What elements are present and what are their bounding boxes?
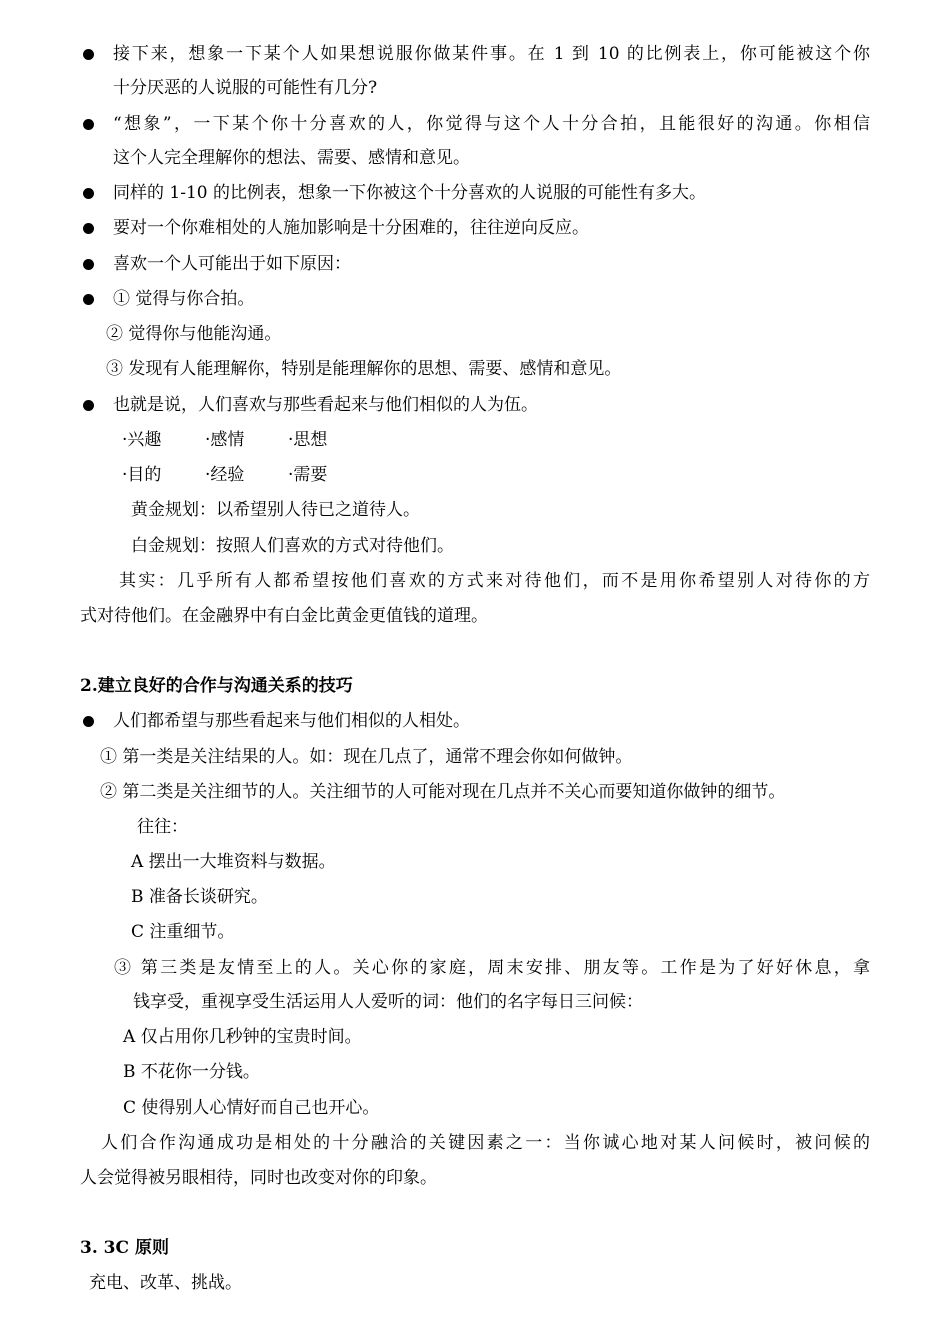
bullet-dot (83, 716, 94, 727)
item-text: C 使得别人心情好而自己也开心。 (123, 1098, 380, 1118)
paragraph-text: 其实：几乎所有人都希望按他们喜欢的方式来对待他们，而不是用你希望别人对待你的方 (119, 571, 870, 591)
bullet-dot (83, 49, 94, 60)
bullet-text: 接下来，想象一下某个人如果想说服你做某件事。在 1 到 10 的比例表上，你可能被这个你 (113, 44, 870, 64)
bullet-text: “想象”，一下某个你十分喜欢的人，你觉得与这个人十分合拍，且能很好的沟通。你相信 (113, 114, 870, 134)
paragraph-text: 人会觉得被另眼相待，同时也改变对你的印象。 (80, 1168, 437, 1188)
type-text: ① 第一类是关注结果的人。如：现在几点了，通常不理会你如何做钟。 (100, 747, 633, 767)
bullet-dot (83, 259, 94, 270)
bullet-dot (83, 400, 94, 411)
type-text: ② 第二类是关注细节的人。关注细节的人可能对现在几点并不关心而要知道你做钟的细节。 (100, 782, 786, 802)
trait-item: ·目的 (122, 465, 162, 485)
reason-text: ② 觉得你与他能沟通。 (106, 324, 282, 344)
bullet-dot (83, 223, 94, 234)
bullet-dot (83, 119, 94, 130)
bullet-text: 人们都希望与那些看起来与他们相似的人相处。 (113, 711, 470, 731)
item-text: B 准备长谈研究。 (131, 887, 268, 907)
item-text: A 仅占用你几秒钟的宝贵时间。 (123, 1027, 362, 1047)
label-text: 往往： (137, 817, 188, 837)
bullet-text: 喜欢一个人可能出于如下原因： (113, 254, 351, 274)
paragraph-text: 人们合作沟通成功是相处的十分融洽的关键因素之一：当你诚心地对某人问候时，被问候的 (101, 1133, 870, 1153)
type-text: 钱享受，重视享受生活运用人人爱听的词：他们的名字每日三问候： (133, 992, 643, 1012)
trait-item: ·经验 (205, 465, 245, 485)
item-text: C 注重细节。 (131, 922, 235, 942)
item-text: B 不花你一分钱。 (123, 1062, 260, 1082)
bullet-text: 要对一个你难相处的人施加影响是十分困难的，往往逆向反应。 (113, 218, 589, 238)
bullet-text: 也就是说，人们喜欢与那些看起来与他们相似的人为伍。 (113, 395, 538, 415)
paragraph-text: 式对待他们。在金融界中有白金比黄金更值钱的道理。 (80, 606, 488, 626)
trait-item: ·兴趣 (122, 430, 162, 450)
trait-item: ·思想 (288, 430, 328, 450)
trait-item: ·感情 (205, 430, 245, 450)
rule-text: 黄金规划：以希望别人待已之道待人。 (131, 500, 420, 520)
paragraph-text: 充电、改革、挑战。 (89, 1273, 242, 1293)
reason-text: ③ 发现有人能理解你，特别是能理解你的思想、需要、感情和意见。 (106, 359, 622, 379)
heading-text: 2.建立良好的合作与沟通关系的技巧 (80, 676, 353, 696)
item-text: A 摆出一大堆资料与数据。 (131, 852, 336, 872)
type-text: ③ 第三类是友情至上的人。关心你的家庭，周末安排、朋友等。工作是为了好好休息，拿 (114, 958, 870, 978)
bullet-text: 这个人完全理解你的想法、需要、感情和意见。 (113, 148, 470, 168)
bullet-text: 十分厌恶的人说服的可能性有几分? (113, 78, 378, 98)
bullet-text: 同样的 1-10 的比例表，想象一下你被这个十分喜欢的人说服的可能性有多大。 (113, 183, 706, 203)
bullet-dot (83, 294, 94, 305)
rule-text: 白金规划：按照人们喜欢的方式对待他们。 (131, 536, 454, 556)
bullet-dot (83, 188, 94, 199)
trait-item: ·需要 (288, 465, 328, 485)
heading-text: 3. 3C 原则 (80, 1238, 169, 1258)
reason-text: ① 觉得与你合拍。 (113, 289, 255, 309)
